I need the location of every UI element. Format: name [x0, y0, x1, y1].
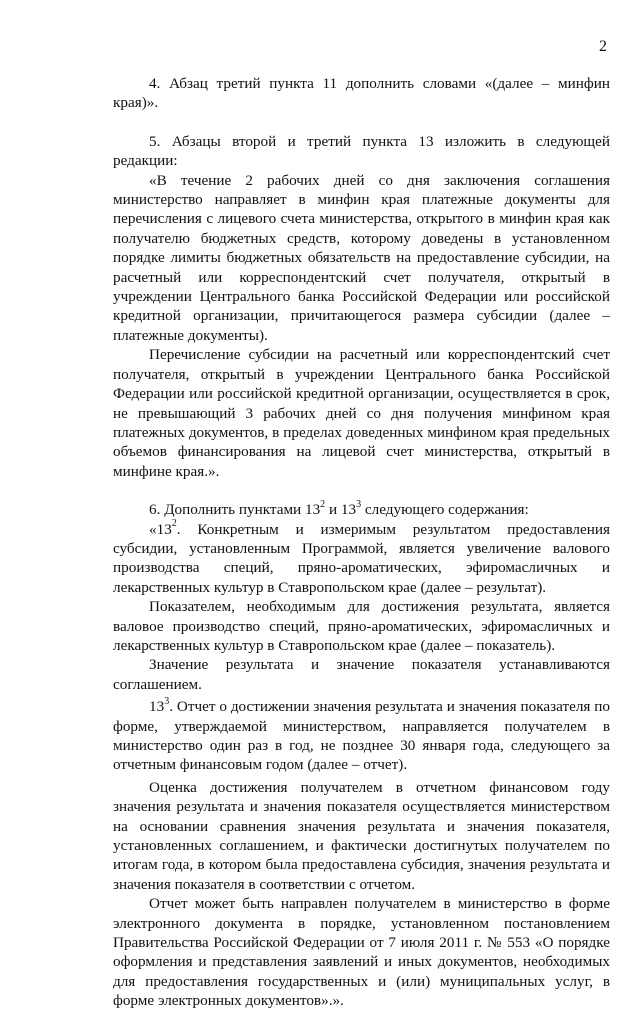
paragraph-point-13-second: «В течение 2 рабочих дней со дня заключения соглашения министерство направляет в минфин края платежные документы для перечисления с лицевого счета министерства, открытого в минфин края как получателю бюджетных средств, которому доведены в установленном порядке лимиты бюджетных обязательств на предоставление субсидии, на расчетный или корреспондентский счет получателя, открытый в учреждении Центрального банка Российской Федерации или российской кредитной организации, причитающегося размера субсидии (далее – платежные документы). [113, 171, 610, 344]
paragraph-values: Значение результата и значение показателя устанавливаются соглашением. [113, 656, 610, 693]
item-6-text-end: следующего содержания: [361, 501, 529, 519]
paragraph-point-13-3 [113, 697, 610, 775]
point-13-3-prefix: 13 [149, 698, 165, 716]
paragraph-indicator: Показателем, необходимым для достижения результата, является валовое производство специй, пряно-ароматических, эфиромасличных и лекарственных культур в Ставропольском крае (далее – показатель). [113, 598, 610, 654]
document-body [113, 74, 610, 1011]
point-13-2-superscript: 2 [171, 518, 177, 530]
item-6-text-start: 6. Дополнить пунктами 13 [149, 501, 321, 519]
point-13-2-prefix: «13 [149, 520, 172, 538]
item-6-superscript-second: 3 [356, 499, 362, 511]
paragraph-item-6 [113, 500, 610, 519]
paragraph-electronic-report: Отчет может быть направлен получателем в министерство в форме электронного документа в порядке, установленном постановлением Правительства Российской Федерации от 7 июля 2011 г. № 553 «О порядке оформления и представления заявлений и иных документов, необходимых для предоставления государственных и (или) муниципальных услуг, в форме электронных документов».». [113, 895, 610, 1010]
item-6-superscript-first: 2 [320, 499, 326, 511]
paragraph-item-4: 4. Абзац третий пункта 11 дополнить словами «(далее – минфин края)». [113, 75, 610, 112]
paragraph-point-13-2 [113, 520, 610, 598]
point-13-3-superscript: 3 [164, 696, 170, 708]
point-13-2-text: . Конкретным и измеримым результатом предоставления субсидии, установленным Программой, является увеличение валового производства специй, пряно-ароматических, эфиромасличных и лекарственных культур в Ставропольском крае (далее – результат). [113, 520, 610, 596]
page-number: 2 [599, 38, 607, 55]
item-6-text-middle: и 13 [325, 501, 357, 519]
point-13-3-text: . Отчет о достижении значения результата и значения показателя по форме, утверждаемой министерством, направляется получателем в министерство один раз в год, не позднее 30 января года, следующего за отчетным финансовым годом (далее – отчет). [113, 698, 610, 774]
paragraph-assessment: Оценка достижения получателем в отчетном финансовом году значения результата и значения показателя осуществляется министерством на основании сравнения значения результата и значения показателя, установленных соглашением, и фактически достигнутых получателем по итогам года, в котором была предоставлена субсидия, значения результата и значения показателя в соответствии с отчетом. [113, 778, 610, 893]
paragraph-item-5: 5. Абзацы второй и третий пункта 13 изложить в следующей редакции: [113, 132, 610, 170]
paragraph-point-13-third: Перечисление субсидии на расчетный или корреспондентский счет получателя, открытый в учреждении Центрального банка Российской Федерации или российской кредитной организации, осуществляется в срок, не превышающий 3 рабочих дней со дня получения минфином края платежных документов, в пределах доведенных минфином края предельных объемов финансирования на лицевой счет министерства, открытый в минфине края.». [113, 346, 610, 480]
